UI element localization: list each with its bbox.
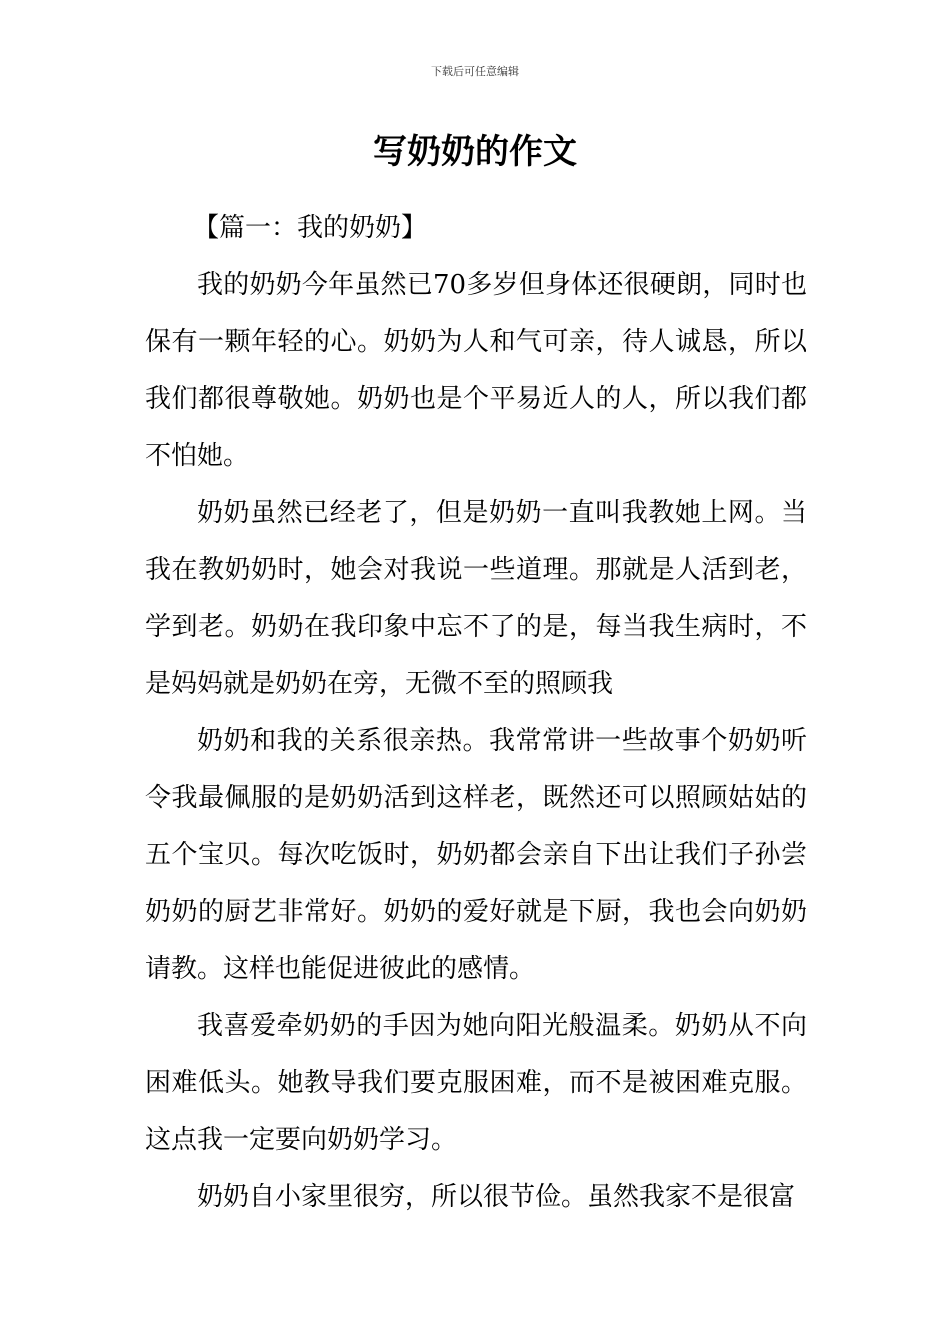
header-note: 下载后可任意编辑 (431, 65, 519, 78)
document-title: 写奶奶的作文 (373, 132, 577, 172)
paragraph-5: 奶奶自小家里很穷，所以很节俭。虽然我家不是很富 (197, 1182, 796, 1212)
paragraph-4: 我喜爱牵奶奶的手因为她向阳光般温柔。奶奶从不向困难低头。她教导我们要克服困难，而不是被困难克服。这点我一定要向奶奶学习。 (145, 1011, 807, 1155)
section-heading: 【篇一：我的奶奶】 (193, 213, 428, 243)
paragraph-3: 奶奶和我的关系很亲热。我常常讲一些故事个奶奶听令我最佩服的是奶奶活到这样老，既然还可以照顾姑姑的五个宝贝。每次吃饭时，奶奶都会亲自下出让我们子孙尝奶奶的厨艺非常好。奶奶的爱好就是下厨，我也会向奶奶请教。这样也能促进彼此的感情。 (145, 726, 807, 984)
paragraph-1: 我的奶奶今年虽然已70多岁但身体还很硬朗，同时也保有一颗年轻的心。奶奶为人和气可亲，待人诚恳，所以我们都很尊敬她。奶奶也是个平易近人的人，所以我们都不怕她。 (145, 270, 807, 471)
document-body (145, 200, 807, 1226)
paragraph-2: 奶奶虽然已经老了，但是奶奶一直叫我教她上网。当我在教奶奶时，她会对我说一些道理。那就是人活到老，学到老。奶奶在我印象中忘不了的是，每当我生病时，不是妈妈就是奶奶在旁，无微不至的照顾我 (145, 498, 807, 699)
